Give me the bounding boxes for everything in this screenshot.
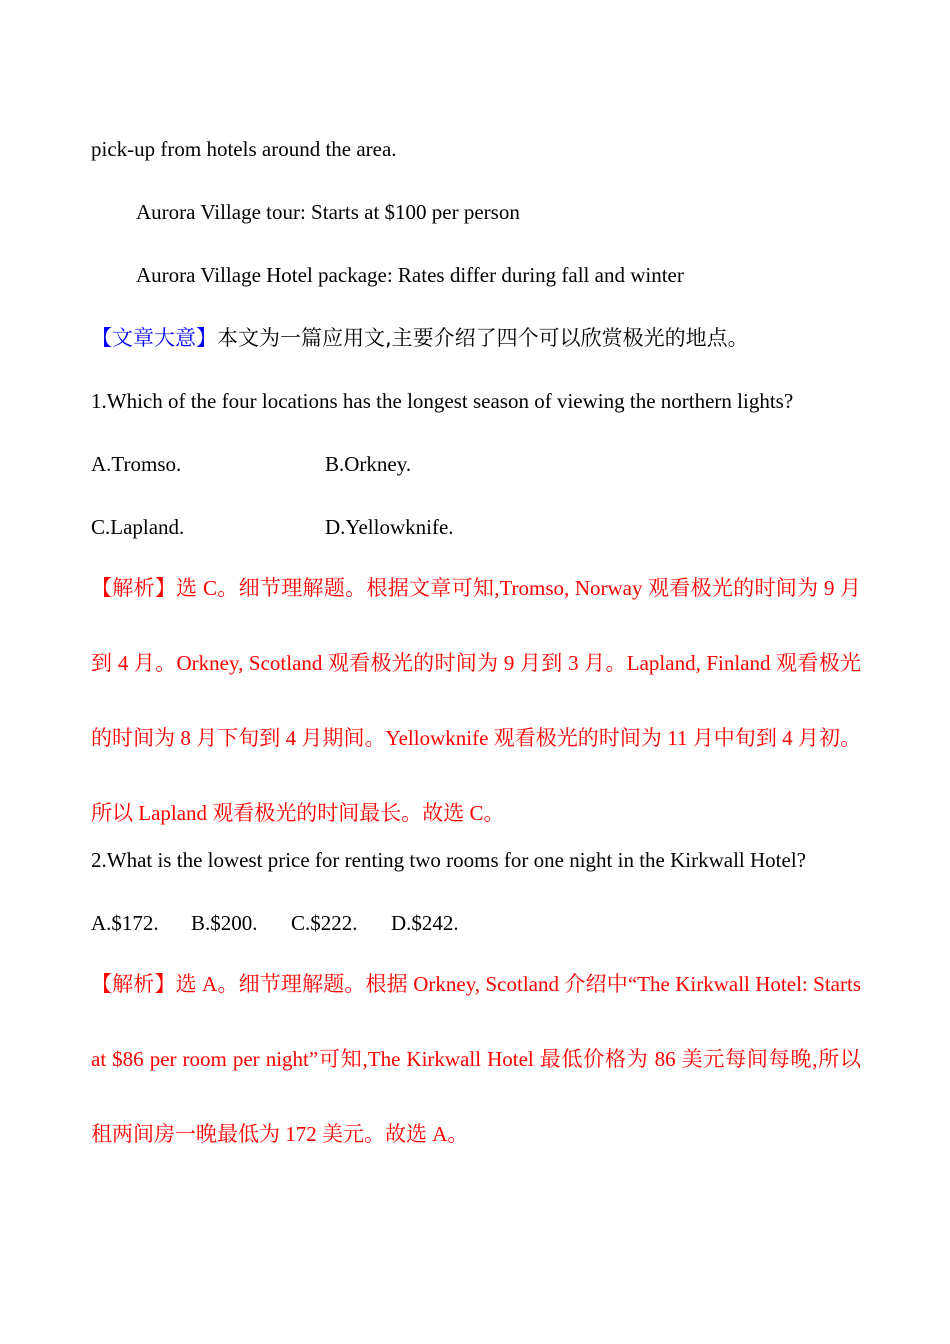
aurora-village-hotel-package: Aurora Village Hotel package: Rates differ during fall and winter — [136, 263, 684, 287]
q2-option-d: D.$242. — [391, 911, 459, 935]
question-1-analysis: 【解析】选 C。细节理解题。根据文章可知,Tromso, Norway 观看极光的时间为 9 月到 4 月。Orkney, Scotland 观看极光的时间为 9 月到 3 月。Lapland, Finland 观看极光的时间为 8 月下旬到 4 月期间。Yellowknife 观看极光的时间为 11 月中旬到 4 月初。所以 Lapland 观看极光的时间最长。故选 C。 — [91, 576, 861, 825]
article-summary — [91, 319, 861, 382]
question-1-stem: 1.Which of the four locations has the longest season of viewing the northern lights? — [91, 389, 794, 413]
summary-text: 本文为一篇应用文,主要介绍了四个可以欣赏极光的地点。 — [217, 326, 749, 350]
summary-tag: 【文章大意】 — [91, 326, 217, 350]
passage-line: pick-up from hotels around the area. — [91, 137, 397, 161]
q2-option-b: B.$200. — [191, 911, 258, 935]
q1-option-d: D.Yellowknife. — [325, 515, 454, 539]
question-2-stem: 2.What is the lowest price for renting two rooms for one night in the Kirkwall Hotel? — [91, 848, 806, 872]
q1-option-a: A.Tromso. — [91, 452, 182, 476]
aurora-village-tour: Aurora Village tour: Starts at $100 per person — [136, 200, 520, 224]
document-page — [91, 130, 861, 1162]
question-2-analysis: 【解析】选 A。细节理解题。根据 Orkney, Scotland 介绍中“The Kirkwall Hotel: Starts at $86 per room per night”可知,The Kirkwall Hotel 最低价格为 86 美元每间每晚,所以租两间房一晚最低为 172 美元。故选 A。 — [91, 972, 861, 1146]
q2-option-c: C.$222. — [291, 911, 358, 935]
q1-option-c: C.Lapland. — [91, 515, 185, 539]
question-1-options-row-1 — [91, 445, 861, 508]
q1-option-b: B.Orkney. — [325, 452, 412, 476]
q2-option-a: A.$172. — [91, 911, 159, 935]
